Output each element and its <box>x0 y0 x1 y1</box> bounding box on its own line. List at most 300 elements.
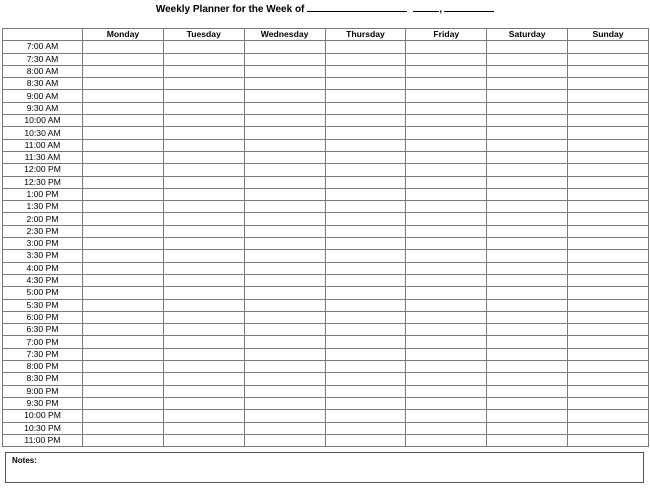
time-label: 10:30 AM <box>3 127 83 139</box>
slot-cell-thursday[interactable] <box>325 225 406 237</box>
slot-cell-thursday[interactable] <box>325 287 406 299</box>
slot-cell-tuesday[interactable] <box>163 102 244 114</box>
slot-cell-sunday[interactable] <box>568 78 649 90</box>
slot-cell-wednesday[interactable] <box>244 102 325 114</box>
slot-cell-sunday[interactable] <box>568 410 649 422</box>
slot-cell-sunday[interactable] <box>568 250 649 262</box>
time-row <box>3 361 649 373</box>
slot-cell-wednesday[interactable] <box>244 225 325 237</box>
day-header-monday: Monday <box>83 29 164 41</box>
slot-cell-friday[interactable] <box>406 41 487 53</box>
time-label: 10:30 PM <box>3 422 83 434</box>
slot-cell-sunday[interactable] <box>568 115 649 127</box>
slot-cell-sunday[interactable] <box>568 262 649 274</box>
slot-cell-thursday[interactable] <box>325 151 406 163</box>
slot-cell-friday[interactable] <box>406 262 487 274</box>
slot-cell-friday[interactable] <box>406 299 487 311</box>
slot-cell-monday[interactable] <box>83 164 164 176</box>
slot-cell-thursday[interactable] <box>325 53 406 65</box>
slot-cell-friday[interactable] <box>406 65 487 77</box>
time-label: 8:30 PM <box>3 373 83 385</box>
slot-cell-wednesday[interactable] <box>244 410 325 422</box>
day-header-friday: Friday <box>406 29 487 41</box>
slot-cell-friday[interactable] <box>406 213 487 225</box>
slot-cell-friday[interactable] <box>406 201 487 213</box>
slot-cell-wednesday[interactable] <box>244 434 325 446</box>
week-blank[interactable] <box>307 0 407 12</box>
time-label: 8:30 AM <box>3 78 83 90</box>
slot-cell-friday[interactable] <box>406 274 487 286</box>
slot-cell-thursday[interactable] <box>325 127 406 139</box>
slot-cell-monday[interactable] <box>83 361 164 373</box>
slot-cell-tuesday[interactable] <box>163 213 244 225</box>
slot-cell-saturday[interactable] <box>487 188 568 200</box>
slot-cell-monday[interactable] <box>83 78 164 90</box>
slot-cell-friday[interactable] <box>406 102 487 114</box>
slot-cell-thursday[interactable] <box>325 274 406 286</box>
slot-cell-monday[interactable] <box>83 311 164 323</box>
notes-box[interactable] <box>5 452 644 483</box>
day-header-tuesday: Tuesday <box>163 29 244 41</box>
slot-cell-thursday[interactable] <box>325 385 406 397</box>
slot-cell-friday[interactable] <box>406 361 487 373</box>
slot-cell-friday[interactable] <box>406 397 487 409</box>
slot-cell-tuesday[interactable] <box>163 176 244 188</box>
slot-cell-saturday[interactable] <box>487 53 568 65</box>
slot-cell-tuesday[interactable] <box>163 238 244 250</box>
time-row <box>3 336 649 348</box>
slot-cell-wednesday[interactable] <box>244 348 325 360</box>
slot-cell-saturday[interactable] <box>487 311 568 323</box>
slot-cell-thursday[interactable] <box>325 348 406 360</box>
slot-cell-monday[interactable] <box>83 201 164 213</box>
slot-cell-friday[interactable] <box>406 53 487 65</box>
slot-cell-saturday[interactable] <box>487 78 568 90</box>
time-row <box>3 139 649 151</box>
slot-cell-thursday[interactable] <box>325 102 406 114</box>
slot-cell-sunday[interactable] <box>568 336 649 348</box>
slot-cell-wednesday[interactable] <box>244 188 325 200</box>
slot-cell-thursday[interactable] <box>325 397 406 409</box>
slot-cell-sunday[interactable] <box>568 274 649 286</box>
slot-cell-thursday[interactable] <box>325 201 406 213</box>
slot-cell-wednesday[interactable] <box>244 213 325 225</box>
slot-cell-saturday[interactable] <box>487 250 568 262</box>
planner-grid <box>2 28 649 447</box>
time-row <box>3 41 649 53</box>
slot-cell-monday[interactable] <box>83 65 164 77</box>
time-row <box>3 274 649 286</box>
slot-cell-wednesday[interactable] <box>244 201 325 213</box>
slot-cell-friday[interactable] <box>406 225 487 237</box>
time-row <box>3 238 649 250</box>
slot-cell-tuesday[interactable] <box>163 311 244 323</box>
slot-cell-saturday[interactable] <box>487 299 568 311</box>
time-row <box>3 115 649 127</box>
slot-cell-monday[interactable] <box>83 336 164 348</box>
slot-cell-tuesday[interactable] <box>163 422 244 434</box>
slot-cell-monday[interactable] <box>83 176 164 188</box>
slot-cell-thursday[interactable] <box>325 41 406 53</box>
slot-cell-tuesday[interactable] <box>163 65 244 77</box>
slot-cell-monday[interactable] <box>83 225 164 237</box>
slot-cell-wednesday[interactable] <box>244 127 325 139</box>
slot-cell-sunday[interactable] <box>568 348 649 360</box>
slot-cell-sunday[interactable] <box>568 90 649 102</box>
slot-cell-sunday[interactable] <box>568 299 649 311</box>
slot-cell-friday[interactable] <box>406 385 487 397</box>
slot-cell-thursday[interactable] <box>325 78 406 90</box>
time-row <box>3 53 649 65</box>
header-row <box>3 29 649 41</box>
slot-cell-monday[interactable] <box>83 434 164 446</box>
slot-cell-monday[interactable] <box>83 422 164 434</box>
slot-cell-wednesday[interactable] <box>244 139 325 151</box>
slot-cell-tuesday[interactable] <box>163 397 244 409</box>
slot-cell-wednesday[interactable] <box>244 397 325 409</box>
slot-cell-sunday[interactable] <box>568 127 649 139</box>
slot-cell-sunday[interactable] <box>568 373 649 385</box>
slot-cell-sunday[interactable] <box>568 213 649 225</box>
slot-cell-wednesday[interactable] <box>244 311 325 323</box>
slot-cell-sunday[interactable] <box>568 311 649 323</box>
slot-cell-wednesday[interactable] <box>244 164 325 176</box>
time-row <box>3 287 649 299</box>
slot-cell-sunday[interactable] <box>568 176 649 188</box>
time-label: 3:00 PM <box>3 238 83 250</box>
slot-cell-wednesday[interactable] <box>244 176 325 188</box>
slot-cell-saturday[interactable] <box>487 151 568 163</box>
slot-cell-wednesday[interactable] <box>244 90 325 102</box>
slot-cell-friday[interactable] <box>406 422 487 434</box>
slot-cell-monday[interactable] <box>83 262 164 274</box>
slot-cell-wednesday[interactable] <box>244 336 325 348</box>
slot-cell-sunday[interactable] <box>568 422 649 434</box>
slot-cell-monday[interactable] <box>83 213 164 225</box>
slot-cell-saturday[interactable] <box>487 324 568 336</box>
slot-cell-friday[interactable] <box>406 410 487 422</box>
time-row <box>3 422 649 434</box>
slot-cell-tuesday[interactable] <box>163 336 244 348</box>
corner-cell <box>3 29 83 41</box>
slot-cell-thursday[interactable] <box>325 434 406 446</box>
slot-cell-thursday[interactable] <box>325 188 406 200</box>
slot-cell-sunday[interactable] <box>568 361 649 373</box>
time-row <box>3 65 649 77</box>
slot-cell-friday[interactable] <box>406 139 487 151</box>
time-label: 6:00 PM <box>3 311 83 323</box>
slot-cell-friday[interactable] <box>406 434 487 446</box>
slot-cell-sunday[interactable] <box>568 225 649 237</box>
slot-cell-thursday[interactable] <box>325 139 406 151</box>
time-row <box>3 262 649 274</box>
slot-cell-monday[interactable] <box>83 397 164 409</box>
slot-cell-sunday[interactable] <box>568 238 649 250</box>
slot-cell-friday[interactable] <box>406 250 487 262</box>
slot-cell-saturday[interactable] <box>487 90 568 102</box>
slot-cell-saturday[interactable] <box>487 385 568 397</box>
slot-cell-saturday[interactable] <box>487 127 568 139</box>
slot-cell-saturday[interactable] <box>487 287 568 299</box>
slot-cell-tuesday[interactable] <box>163 201 244 213</box>
day-header-saturday: Saturday <box>487 29 568 41</box>
slot-cell-thursday[interactable] <box>325 422 406 434</box>
slot-cell-saturday[interactable] <box>487 274 568 286</box>
slot-cell-thursday[interactable] <box>325 250 406 262</box>
slot-cell-monday[interactable] <box>83 53 164 65</box>
time-label: 7:30 PM <box>3 348 83 360</box>
time-row <box>3 373 649 385</box>
slot-cell-sunday[interactable] <box>568 324 649 336</box>
slot-cell-tuesday[interactable] <box>163 90 244 102</box>
slot-cell-thursday[interactable] <box>325 373 406 385</box>
slot-cell-tuesday[interactable] <box>163 78 244 90</box>
slot-cell-saturday[interactable] <box>487 213 568 225</box>
slot-cell-saturday[interactable] <box>487 410 568 422</box>
time-label: 11:00 PM <box>3 434 83 446</box>
time-row <box>3 324 649 336</box>
slot-cell-saturday[interactable] <box>487 373 568 385</box>
time-label: 8:00 PM <box>3 361 83 373</box>
slot-cell-thursday[interactable] <box>325 176 406 188</box>
slot-cell-sunday[interactable] <box>568 41 649 53</box>
slot-cell-monday[interactable] <box>83 115 164 127</box>
slot-cell-thursday[interactable] <box>325 361 406 373</box>
time-row <box>3 311 649 323</box>
slot-cell-saturday[interactable] <box>487 65 568 77</box>
slot-cell-friday[interactable] <box>406 90 487 102</box>
slot-cell-sunday[interactable] <box>568 385 649 397</box>
slot-cell-friday[interactable] <box>406 164 487 176</box>
time-row <box>3 90 649 102</box>
time-label: 9:30 PM <box>3 397 83 409</box>
time-label: 7:00 PM <box>3 336 83 348</box>
slot-cell-monday[interactable] <box>83 90 164 102</box>
slot-cell-thursday[interactable] <box>325 164 406 176</box>
title-text: Weekly Planner for the Week of <box>155 4 305 15</box>
slot-cell-thursday[interactable] <box>325 336 406 348</box>
slot-cell-sunday[interactable] <box>568 287 649 299</box>
slot-cell-monday[interactable] <box>83 102 164 114</box>
slot-cell-saturday[interactable] <box>487 41 568 53</box>
time-label: 10:00 PM <box>3 410 83 422</box>
slot-cell-tuesday[interactable] <box>163 410 244 422</box>
time-label: 7:00 AM <box>3 41 83 53</box>
slot-cell-tuesday[interactable] <box>163 287 244 299</box>
slot-cell-sunday[interactable] <box>568 102 649 114</box>
time-label: 6:30 PM <box>3 324 83 336</box>
slot-cell-tuesday[interactable] <box>163 348 244 360</box>
slot-cell-wednesday[interactable] <box>244 262 325 274</box>
time-label: 7:30 AM <box>3 53 83 65</box>
slot-cell-friday[interactable] <box>406 176 487 188</box>
slot-cell-friday[interactable] <box>406 188 487 200</box>
slot-cell-monday[interactable] <box>83 373 164 385</box>
slot-cell-tuesday[interactable] <box>163 225 244 237</box>
slot-cell-tuesday[interactable] <box>163 373 244 385</box>
time-label: 4:30 PM <box>3 274 83 286</box>
slot-cell-wednesday[interactable] <box>244 373 325 385</box>
slot-cell-monday[interactable] <box>83 41 164 53</box>
slot-cell-saturday[interactable] <box>487 238 568 250</box>
slot-cell-monday[interactable] <box>83 385 164 397</box>
slot-cell-tuesday[interactable] <box>163 262 244 274</box>
slot-cell-friday[interactable] <box>406 373 487 385</box>
slot-cell-thursday[interactable] <box>325 299 406 311</box>
slot-cell-saturday[interactable] <box>487 225 568 237</box>
time-label: 5:00 PM <box>3 287 83 299</box>
slot-cell-monday[interactable] <box>83 324 164 336</box>
slot-cell-thursday[interactable] <box>325 65 406 77</box>
slot-cell-saturday[interactable] <box>487 102 568 114</box>
slot-cell-wednesday[interactable] <box>244 299 325 311</box>
slot-cell-saturday[interactable] <box>487 176 568 188</box>
slot-cell-sunday[interactable] <box>568 397 649 409</box>
slot-cell-tuesday[interactable] <box>163 361 244 373</box>
time-row <box>3 299 649 311</box>
slot-cell-wednesday[interactable] <box>244 151 325 163</box>
slot-cell-friday[interactable] <box>406 238 487 250</box>
slot-cell-monday[interactable] <box>83 410 164 422</box>
time-row <box>3 164 649 176</box>
time-label: 1:30 PM <box>3 201 83 213</box>
title-separator: , <box>439 4 443 15</box>
slot-cell-wednesday[interactable] <box>244 385 325 397</box>
slot-cell-friday[interactable] <box>406 78 487 90</box>
slot-cell-friday[interactable] <box>406 287 487 299</box>
slot-cell-saturday[interactable] <box>487 397 568 409</box>
slot-cell-sunday[interactable] <box>568 65 649 77</box>
slot-cell-monday[interactable] <box>83 274 164 286</box>
slot-cell-tuesday[interactable] <box>163 188 244 200</box>
slot-cell-sunday[interactable] <box>568 188 649 200</box>
slot-cell-tuesday[interactable] <box>163 274 244 286</box>
slot-cell-wednesday[interactable] <box>244 238 325 250</box>
slot-cell-wednesday[interactable] <box>244 287 325 299</box>
time-row <box>3 410 649 422</box>
slot-cell-tuesday[interactable] <box>163 41 244 53</box>
slot-cell-saturday[interactable] <box>487 201 568 213</box>
slot-cell-saturday[interactable] <box>487 139 568 151</box>
slot-cell-friday[interactable] <box>406 127 487 139</box>
slot-cell-thursday[interactable] <box>325 410 406 422</box>
slot-cell-friday[interactable] <box>406 311 487 323</box>
slot-cell-thursday[interactable] <box>325 262 406 274</box>
slot-cell-thursday[interactable] <box>325 115 406 127</box>
slot-cell-friday[interactable] <box>406 151 487 163</box>
slot-cell-wednesday[interactable] <box>244 65 325 77</box>
slot-cell-sunday[interactable] <box>568 53 649 65</box>
time-row <box>3 102 649 114</box>
slot-cell-sunday[interactable] <box>568 201 649 213</box>
time-label: 9:00 AM <box>3 90 83 102</box>
time-label: 4:00 PM <box>3 262 83 274</box>
slot-cell-friday[interactable] <box>406 115 487 127</box>
slot-cell-friday[interactable] <box>406 348 487 360</box>
time-row <box>3 78 649 90</box>
slot-cell-friday[interactable] <box>406 336 487 348</box>
slot-cell-sunday[interactable] <box>568 139 649 151</box>
slot-cell-saturday[interactable] <box>487 164 568 176</box>
slot-cell-saturday[interactable] <box>487 262 568 274</box>
slot-cell-monday[interactable] <box>83 151 164 163</box>
slot-cell-monday[interactable] <box>83 188 164 200</box>
slot-cell-wednesday[interactable] <box>244 115 325 127</box>
slot-cell-sunday[interactable] <box>568 434 649 446</box>
time-row <box>3 385 649 397</box>
slot-cell-sunday[interactable] <box>568 151 649 163</box>
time-row <box>3 434 649 446</box>
time-row <box>3 188 649 200</box>
slot-cell-tuesday[interactable] <box>163 299 244 311</box>
slot-cell-thursday[interactable] <box>325 238 406 250</box>
time-row <box>3 225 649 237</box>
slot-cell-tuesday[interactable] <box>163 324 244 336</box>
slot-cell-thursday[interactable] <box>325 213 406 225</box>
year-blank[interactable] <box>444 0 494 12</box>
slot-cell-friday[interactable] <box>406 324 487 336</box>
slot-cell-monday[interactable] <box>83 250 164 262</box>
slot-cell-saturday[interactable] <box>487 336 568 348</box>
slot-cell-monday[interactable] <box>83 299 164 311</box>
slot-cell-saturday[interactable] <box>487 361 568 373</box>
slot-cell-tuesday[interactable] <box>163 53 244 65</box>
time-label: 9:30 AM <box>3 102 83 114</box>
slot-cell-tuesday[interactable] <box>163 164 244 176</box>
slot-cell-wednesday[interactable] <box>244 422 325 434</box>
slot-cell-tuesday[interactable] <box>163 127 244 139</box>
slot-cell-tuesday[interactable] <box>163 434 244 446</box>
slot-cell-wednesday[interactable] <box>244 274 325 286</box>
slot-cell-wednesday[interactable] <box>244 53 325 65</box>
slot-cell-wednesday[interactable] <box>244 41 325 53</box>
time-row <box>3 201 649 213</box>
day-header-wednesday: Wednesday <box>244 29 325 41</box>
slot-cell-wednesday[interactable] <box>244 324 325 336</box>
slot-cell-monday[interactable] <box>83 238 164 250</box>
time-label: 9:00 PM <box>3 385 83 397</box>
time-label: 8:00 AM <box>3 65 83 77</box>
slot-cell-tuesday[interactable] <box>163 115 244 127</box>
slot-cell-tuesday[interactable] <box>163 250 244 262</box>
month-blank[interactable] <box>413 0 439 12</box>
notes-label: Notes: <box>12 456 37 465</box>
grid-body <box>3 41 649 447</box>
slot-cell-tuesday[interactable] <box>163 139 244 151</box>
slot-cell-saturday[interactable] <box>487 348 568 360</box>
slot-cell-monday[interactable] <box>83 127 164 139</box>
slot-cell-monday[interactable] <box>83 287 164 299</box>
slot-cell-saturday[interactable] <box>487 115 568 127</box>
slot-cell-sunday[interactable] <box>568 164 649 176</box>
slot-cell-saturday[interactable] <box>487 434 568 446</box>
slot-cell-thursday[interactable] <box>325 324 406 336</box>
slot-cell-thursday[interactable] <box>325 311 406 323</box>
slot-cell-tuesday[interactable] <box>163 151 244 163</box>
time-row <box>3 176 649 188</box>
slot-cell-wednesday[interactable] <box>244 250 325 262</box>
slot-cell-tuesday[interactable] <box>163 385 244 397</box>
slot-cell-thursday[interactable] <box>325 90 406 102</box>
slot-cell-wednesday[interactable] <box>244 361 325 373</box>
slot-cell-wednesday[interactable] <box>244 78 325 90</box>
slot-cell-monday[interactable] <box>83 139 164 151</box>
slot-cell-saturday[interactable] <box>487 422 568 434</box>
slot-cell-monday[interactable] <box>83 348 164 360</box>
time-label: 11:00 AM <box>3 139 83 151</box>
time-row <box>3 250 649 262</box>
time-row <box>3 127 649 139</box>
